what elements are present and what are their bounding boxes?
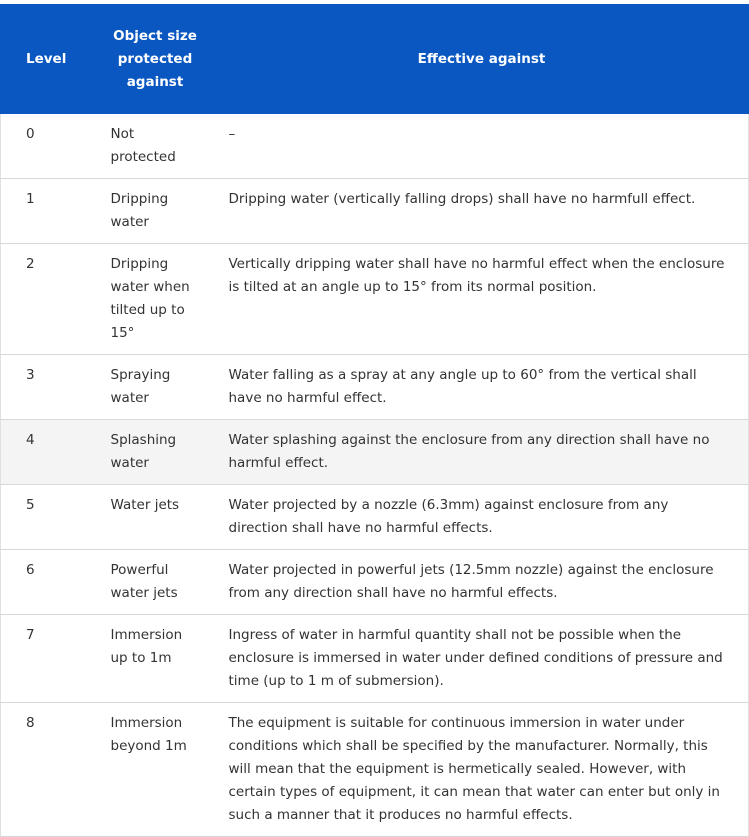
ip-water-protection-table <box>0 4 749 837</box>
table-row <box>1 550 749 615</box>
cell-level: 8 <box>1 703 96 837</box>
cell-effective-against: Water projected in powerful jets (12.5mm nozzle) against the enclosure from any direction shall have no harmful effects. <box>215 550 749 615</box>
cell-level: 2 <box>1 244 96 355</box>
cell-level: 0 <box>1 114 96 179</box>
table-row <box>1 420 749 485</box>
header-level: Level <box>1 4 96 114</box>
table-row <box>1 114 749 179</box>
cell-effective-against: Water projected by a nozzle (6.3mm) against enclosure from any direction shall have no harmful effects. <box>215 485 749 550</box>
header-row <box>1 4 749 114</box>
ip-rating-table-container <box>0 4 748 837</box>
table-row <box>1 179 749 244</box>
table-header <box>1 4 749 114</box>
cell-object-size: Dripping water when tilted up to 15° <box>96 244 215 355</box>
table-body <box>1 114 749 837</box>
table-row <box>1 703 749 837</box>
cell-object-size: Immersion beyond 1m <box>96 703 215 837</box>
cell-effective-against: Dripping water (vertically falling drops) shall have no harmfull effect. <box>215 179 749 244</box>
cell-effective-against: The equipment is suitable for continuous immersion in water under conditions which shall be specified by the manufacturer. Normally, this will mean that the equipment is hermetically sealed. However, with certain types of equipment, it can mean that water can enter but only in such a manner that it produces no harmful effects. <box>215 703 749 837</box>
cell-object-size: Powerful water jets <box>96 550 215 615</box>
header-object-size: Object size protected against <box>96 4 215 114</box>
cell-level: 7 <box>1 615 96 703</box>
table-row <box>1 244 749 355</box>
cell-object-size: Spraying water <box>96 355 215 420</box>
cell-effective-against: Water falling as a spray at any angle up to 60° from the vertical shall have no harmful effect. <box>215 355 749 420</box>
cell-effective-against: Ingress of water in harmful quantity shall not be possible when the enclosure is immersed in water under defined conditions of pressure and time (up to 1 m of submersion). <box>215 615 749 703</box>
cell-level: 1 <box>1 179 96 244</box>
cell-object-size: Splashing water <box>96 420 215 485</box>
table-row <box>1 615 749 703</box>
cell-effective-against: Vertically dripping water shall have no harmful effect when the enclosure is tilted at an angle up to 15° from its normal position. <box>215 244 749 355</box>
table-row <box>1 355 749 420</box>
cell-effective-against: Water splashing against the enclosure from any direction shall have no harmful effect. <box>215 420 749 485</box>
cell-level: 4 <box>1 420 96 485</box>
table-row <box>1 485 749 550</box>
header-effective-against: Effective against <box>215 4 749 114</box>
cell-object-size: Water jets <box>96 485 215 550</box>
cell-level: 6 <box>1 550 96 615</box>
cell-level: 3 <box>1 355 96 420</box>
cell-object-size: Immersion up to 1m <box>96 615 215 703</box>
cell-level: 5 <box>1 485 96 550</box>
cell-object-size: Dripping water <box>96 179 215 244</box>
cell-object-size: Not protected <box>96 114 215 179</box>
cell-effective-against: – <box>215 114 749 179</box>
